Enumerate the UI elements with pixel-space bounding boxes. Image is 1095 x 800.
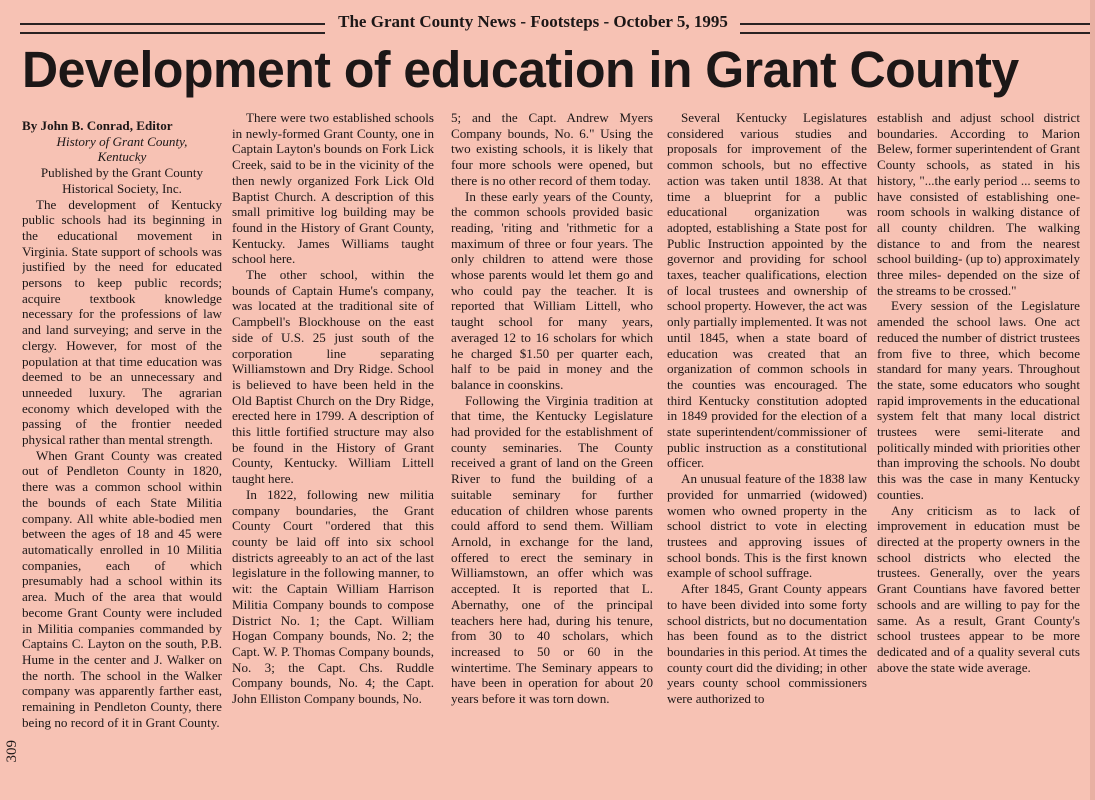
masthead [20, 10, 1090, 34]
byline [22, 118, 222, 197]
article-column-2 [232, 110, 434, 790]
article-column-4 [667, 110, 867, 790]
article-column-3 [451, 110, 653, 790]
paragraph: Following the Virginia tradition at that time, the Kentucky Legislature had provided for the establishment of county seminaries. The County received a grant of land on the Green River to fund the building of a suitable seminary for further education of children whose parents could afford to send them. William Arnold, in exchange for the land, offered to erect the seminary in Williamstown, an offer which was accepted. It is reported that L. Abernathy, one of the principal teachers here had, during his tenure, from 30 to 40 scholars, which increased to 50 or 60 in the wintertime. The Seminary appears to have been in operation for about 20 years before it was torn down. [451, 392, 653, 707]
byline-author: By John B. Conrad, Editor [22, 118, 173, 133]
paragraph: The other school, within the bounds of Captain Hume's company, was located at the traditional site of Campbell's Blockhouse on the east side of U.S. 25 just south of the corporation line separating Williamstown and Dry Ridge. School is believed to have been held in the Old Baptist Church on the Dry Ridge, erected here in 1799. A description of this little fortified structure may also be found in the History of Grant County, Kentucky. William Littell taught here. [232, 267, 434, 487]
paragraph: establish and adjust school district boundaries. According to Marion Belew, former superintendent of Grant County schools, as stated in his history, "...the early period ... seems to have consisted of establishing one-room schools in walking distance of all county children. The walking distance to and from the nearest school building- (up to) approximately three miles- depended on the size of the streams to be crossed." [877, 110, 1080, 298]
paragraph: Several Kentucky Legislatures considered various studies and proposals for improvement of the common schools, but no effective action was taken until 1838. At that time a blueprint for a public educational organization was adopted, establishing a State post for Public Instruction appointed by the governor and providing for school taxes, teacher qualifications, election of local trustees and ownership of school property. However, the act was only partially implemented. It was not until 1845, when a state board of education was created that an organization of common schools in the counties was encouraged. The third Kentucky constitution adopted in 1849 provided for the election of a state superintendent/commissioner of public instruction as a constitutional officer. [667, 110, 867, 471]
masthead-rule-right [740, 23, 1090, 34]
page-number: 309 [4, 740, 20, 763]
paragraph: The development of Kentucky public schools had its beginning in the educational movement in Virginia. State support of schools was justified by the need for educated persons to keep public records; acquire textbook knowledge necessary for the professions of law and land surveying; and serve in the clergy. However, for most of the population at that time education was deemed to be an unnecessary and unneeded luxury. The agrarian economy which developed with the passing of the frontier needed physical rather than mental strength. [22, 196, 222, 448]
article-column-1 [22, 118, 222, 798]
byline-publisher: Published by the Grant County [40, 165, 204, 181]
article-column-5 [877, 110, 1080, 790]
masthead-rule-left [20, 23, 325, 34]
paragraph: In 1822, following new militia company boundaries, the Grant County Court "ordered that this county be laid off into six school districts agreeably to an act of the last legislature in the following manner, to wit: the Captain William Harrison Militia Company bounds to compose District No. 1; the Capt. William Hogan Company bounds, No. 2; the Capt. W. P. Thomas Company bounds, No. 3; the Capt. Chs. Ruddle Company bounds, No. 4; the Capt. John Elliston Company bounds, No. [232, 486, 434, 707]
headline: Development of education in Grant County [22, 41, 1019, 98]
paragraph: 5; and the Capt. Andrew Myers Company bounds, No. 6." Using the two existing schools, it is likely that four more schools were opened, but there is no other record of them today. [451, 110, 653, 188]
paragraph: Any criticism as to lack of improvement in education must be directed at the property owners in the school districts who elected the trustees. Generally, over the years Grant Countians have favored better schools and are willing to pay for the same. As a result, Grant County's school trustees appear to be more dedicated and of a quality several cuts above the state wide average. [877, 502, 1080, 675]
byline-work-2: Kentucky [97, 149, 147, 165]
paragraph: After 1845, Grant County appears to have been divided into some forty school districts, but no documentation has been found as to the district boundaries in this period. At times the county court did the dividing; in other years county school commissioners were authorized to [667, 581, 867, 707]
paragraph: An unusual feature of the 1838 law provided for unmarried (widowed) women who owned property in the school district to vote in electing trustees and approving issues of school bonds. This is the first known example of school suffrage. [667, 471, 867, 581]
paragraph: In these early years of the County, the common schools provided basic reading, 'riting and 'rithmetic for a maximum of three or four years. The only children to attend were those whose parents would let them go and who could pay the teacher. It is reported that William Littell, who taught school for many years, averaged 12 to 16 scholars for which he charged $1.50 per quarter each, half to be paid in money and the balance in coonskins. [451, 188, 653, 392]
masthead-text: The Grant County News - Footsteps - October 5, 1995 [338, 12, 728, 31]
paragraph: When Grant County was created out of Pendleton County in 1820, there was a common school within the bounds of each State Militia company. All white able-bodied men between the ages of 18 and 45 were automatically enrolled in 10 Militia companies, each of which presumably had a school within its area. Much of the area that would become Grant County were included in Militia companies commanded by Captains C. Layton on the south, P.B. Hume in the center and J. Walker on the north. The school in the Walker company was apparently farther east, remaining in Pendleton County, there being no record of it in Grant County. [22, 447, 222, 730]
byline-work: History of Grant County, [56, 133, 188, 149]
paragraph: There were two established schools in newly-formed Grant County, one in Captain Layton's bounds on Fork Lick Creek, said to be in the vicinity of the then newly organized Fork Lick Old Baptist Church. A description of this small primitive log building may be found in the History of Grant County, Kentucky. James Williams taught school here. [232, 110, 434, 267]
page-edge [1090, 0, 1095, 800]
paragraph: Every session of the Legislature amended the school laws. One act reduced the number of district trustees from five to three, which become standard for many years. Throughout the state, some educators who sought rapid improvements in the educational system felt that many local district trustees were semi-literate and politically minded with priorities other than improving the schools. No doubt this was the case in many Kentucky counties. [877, 298, 1080, 502]
byline-publisher-2: Historical Society, Inc. [62, 180, 182, 196]
